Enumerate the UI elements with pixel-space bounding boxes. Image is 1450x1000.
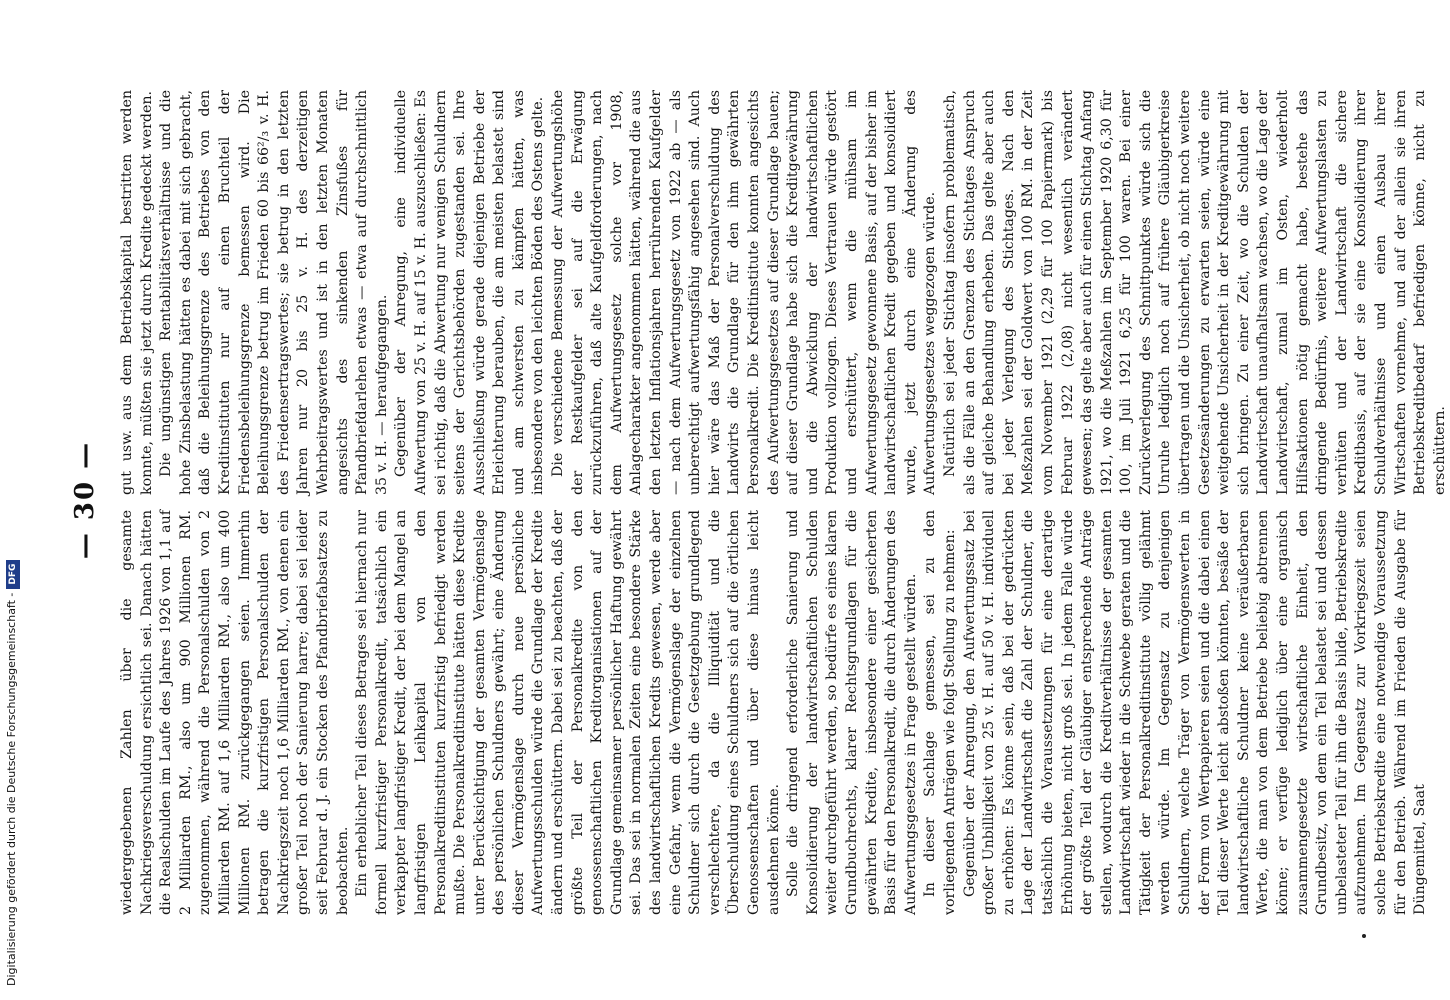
footer-strip bbox=[0, 0, 26, 1000]
left-column bbox=[118, 510, 1431, 915]
paragraph: Gegenüber der Anregung, den Aufwertungssatz bei großer Unbilligkeit von 25 v. H. auf 50 v. H. individuell zu erhöhen: Es könne sein, daß bei der gedrückten Lage der Landwirtschaft die Zahl der Schuldner, die tatsächlich die Voraussetzungen für eine derartige Erhöhung bieten, nicht groß sei. In jedem Falle würde der größte Teil der Gläubiger entsprechende Anträge stellen, wodurch die Kreditverhältnisse der gesamten Landwirtschaft wieder in die Schwebe geraten und die Tätigkeit der Personalkreditinstitute völlig gelähmt werden würde. Im Gegensatz zu denjenigen Schuldnern, welche Träger von Vermögenswerten in der Form von Wertpapieren seien und die dabei einen Teil dieser Werte leicht abstoßen könnten, besäße der landwirtschaftliche Schuldner keine veräußerbaren Werte, die man von dem Betriebe beliebig abtrennen könne; er verfüge lediglich über eine organisch zusammengesetzte wirtschaftliche Einheit, den Grundbesitz, von dem ein Teil belastet sei und dessen unbelasteter Teil für ihn die Basis bilde, Betriebskredite aufzunehmen. Im Gegensatz zur Vorkriegszeit seien solche Betriebskredite eine notwendige Voraussetzung für den Betrieb. Während im Frieden die Ausgabe für Düngemittel, Saat bbox=[961, 510, 1429, 915]
paragraph: gut usw. aus dem Betriebskapital bestritten werden konnte, müßten sie jetzt durch Kredite gedeckt werden. bbox=[119, 90, 155, 495]
paragraph: Die verschiedene Bemessung der Aufwertungshöhe der Restkaufgelder sei auf die Erwägung zurückzuführen, daß alte Kaufgeldforderungen, nach dem Aufwertungsgesetz solche vor 1908, Anlagecharakter angenommen hätten, während die aus den letzten Inflationsjahren herrührenden Kaufgelder — nach dem Aufwertungsgesetz von 1922 ab — als unberechtigt aufwertungsfähig angesehen sind. Auch hier wäre das Maß der Personalverschuldung des Landwirts die Grundlage für den ihm gewährten Personalkredit. Die Kreditinstitute konnten angesichts des Aufwertungsgesetzes auf dieser Grundlage bauen; auf dieser Grundlage habe sich die Kreditgewährung und die Abwicklung der landwirtschaftlichen Produktion vollzogen. Dieses Vertrauen würde gestört und erschüttert, wenn die mühsam im Aufwertungsgesetz gewonnene Basis, auf der bisher im landwirtschaftlichen Kredit gegeben und konsolidiert wurde, jetzt durch eine Änderung des Aufwertungsgesetzes weggezogen würde. bbox=[550, 90, 939, 495]
footer bbox=[5, 560, 20, 986]
paragraph: Gegenüber der Anregung, eine individuelle Aufwertung von 25 v. H. auf 15 v. H. auszuschließen: Es sei richtig, daß die Abwertung nur wenigen Schuldnern seitens der Gerichtsbehörden zugestanden sei. Ihre Ausschließung würde gerade diejenigen Betriebe der Erleichterung berauben, die am meisten belastet sind und am schwersten zu kämpfen hätten, was insbesondere von den leichten Böden des Ostens gelte. bbox=[393, 90, 547, 495]
dfg-logo: DFG bbox=[6, 560, 20, 589]
speck-mark bbox=[1362, 934, 1366, 938]
right-column bbox=[118, 90, 1450, 495]
paragraph: Natürlich sei jeder Stichtag insofern problematisch, als die Fälle an den Grenzen des Stichtages Anspruch auf gleiche Behandlung erheben. Das gelte aber auch bei jeder Verlegung des Stichtages. Nach den Meßzahlen sei der Goldwert von 100 RM. in der Zeit vom November 1921 (2,29 für 100 Papiermark) bis Februar 1922 (2,08) nicht wesentlich verändert gewesen; das gelte aber auch für einen Stichtag Anfang 1921, wo die Meßzahlen im September 1920 6,30 für 100, im Juli 1921 6,25 für 100 waren. Bei einer Zurückverlegung des Schnittpunktes würde sich die Unruhe lediglich noch auf frühere Gläubigerkreise übertragen und die Unsicherheit, ob nicht noch weitere Gesetzesänderungen zu erwarten seien, würde eine weitgehende Unsicherheit in der Kreditgewährung mit sich bringen. Zu einer Zeit, wo die Schulden der Landwirtschaft unaufhaltsam wachsen, wo die Lage der Landwirtschaft, zumal im Osten, wiederholt Hilfsaktionen nötig gemacht habe, bestehe das dringende Bedürfnis, weitere Aufwertungslasten zu verhüten und der Landwirtschaft die sichere Kreditbasis, auf der sie eine Konsolidierung ihrer Schuldverhältnisse und einen Ausbau ihrer Wirtschaften vornehme, und auf der allein sie ihren Betriebskreditbedarf befriedigen könne, nicht zu erschüttern. bbox=[941, 90, 1448, 495]
paragraph: Die ungünstigen Rentabilitätsverhältnisse und die hohe Zinsbelastung hätten es dabei mit sich gebracht, daß die Beleihungsgrenze des Betriebes von den Kreditinstituten nur auf einen Bruchteil der Friedensbeleihungsgrenze bemessen wird. Die Beleihungsgrenze betrug im Frieden 60 bis 66²/₃ v. H. des Friedensertragswertes; sie betrug in den letzten Jahren nur 20 bis 25 v. H. des derzeitigen Wehrbeitragswertes und ist in den letzten Monaten angesichts des sinkenden Zinsfußes für Pfandbriefdarlehen etwas — etwa auf durchschnittlich 35 v. H. — heraufgegangen. bbox=[158, 90, 390, 495]
paragraph: In dieser Sachlage gemessen, sei zu den vorliegenden Anträgen wie folgt Stellung zu nehmen: bbox=[922, 510, 958, 915]
paragraph: Ein erheblicher Teil dieses Betrages sei hiernach nur formell kurzfristiger Personalkredit, tatsächlich ein verkappter langfristiger Kredit, der bei dem Mangel an langfristigen Leihkapital von den Personalkreditinstituten kurzfristig befriedigt werden mußte. Die Personalkreditinstitute hätten diese Kredite unter Berücksichtigung der gesamten Vermögenslage des persönlichen Schuldners gewährt; eine Änderung dieser Vermögenslage durch neue persönliche Aufwertungsschulden würde die Grundlage der Kredite ändern und erschüttern. Dabei sei zu beachten, daß der größte Teil der Personalkredite von den genossenschaftlichen Kreditorganisationen auf der Grundlage gemeinsamer persönlicher Haftung gewährt sei. Das sei in normalen Zeiten eine besondere Stärke des landwirtschaftlichen Kredits gewesen, werde aber eine Gefahr, wenn die Vermögenslage der einzelnen Schuldner sich durch die Gesetzgebung grundlegend verschlechtere, da die Illiquidität und die Überschuldung eines Schuldners sich auf die örtlichen Genossenschaften und über diese hinaus leicht ausdehnen könne. bbox=[354, 510, 782, 915]
paragraph: Solle die dringend erforderliche Sanierung und Konsolidierung der landwirtschaftlichen Schulden weiter durchgeführt werden, so bedürfe es eines klaren Grundbuchrechts, klarer Rechtsgrundlagen für die gewährten Kredite, insbesondere einer gesicherten Basis für den Personalkredit, die durch Änderungen des Aufwertungsgesetzes in Frage gestellt würden. bbox=[785, 510, 919, 915]
page-number: — 30 — bbox=[70, 440, 100, 560]
footer-text: Digitalisierung gefördert durch die Deutsche Forschungsgemeinschaft - bbox=[5, 592, 18, 986]
paragraph: wiedergegebenen Zahlen über die gesamte Nachkriegsverschuldung ersichtlich sei. Danach hätten die Realschulden im Laufe des Jahres 1926 von 1,1 auf 2 Milliarden RM., also um 900 Millionen RM. zugenommen, während die Personalschulden von 2 Milliarden RM. auf 1,6 Milliarden RM., also um 400 Millionen RM. zurückgegangen seien. Immerhin betragen die kurzfristigen Personalschulden der Nachkriegszeit noch 1,6 Milliarden RM., von denen ein großer Teil noch der Sanierung harre; dabei sei leider seit Februar d. J. ein Stocken des Pfandbriefabsatzes zu beobachten. bbox=[119, 510, 351, 915]
